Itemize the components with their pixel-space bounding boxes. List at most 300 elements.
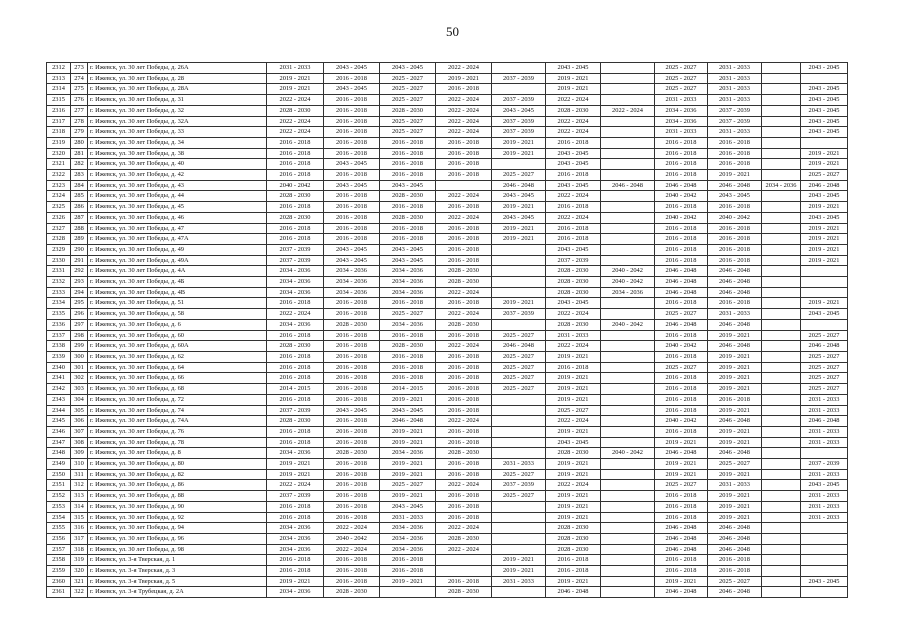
cell-period-4: 2022 - 2024 [436,127,492,138]
cell-period-4: 2022 - 2024 [436,480,492,491]
cell-address: г. Ижевск, ул. 30 лет Победы, д. 32 [88,105,267,116]
cell-period-3: 2028 - 2030 [380,191,436,202]
cell-period-2: 2016 - 2018 [324,105,380,116]
cell-period-6: 2016 - 2018 [546,202,601,213]
cell-period-10 [762,469,801,480]
cell-period-7: 2040 - 2042 [601,319,655,330]
cell-period-6: 2043 - 2045 [546,180,601,191]
table-row [47,501,848,512]
cell-period-9: 2046 - 2048 [708,416,762,427]
cell-item-number: 295 [71,298,88,309]
cell-period-1: 2028 - 2030 [267,341,324,352]
cell-address: г. Ижевск, ул. 3-я Тверская, д. 5 [88,576,267,587]
cell-item-number: 277 [71,105,88,116]
cell-period-9: 2019 - 2021 [708,501,762,512]
cell-period-11: 2043 - 2045 [801,127,848,138]
cell-period-3: 2025 - 2027 [380,73,436,84]
cell-item-number: 319 [71,555,88,566]
cell-row-number: 2313 [47,73,71,84]
cell-period-2: 2016 - 2018 [324,576,380,587]
cell-period-6: 2028 - 2030 [546,448,601,459]
cell-row-number: 2318 [47,127,71,138]
cell-period-11: 2043 - 2045 [801,95,848,106]
cell-period-7 [601,309,655,320]
cell-address: г. Ижевск, ул. 30 лет Победы, д. 90 [88,501,267,512]
cell-item-number: 275 [71,84,88,95]
cell-address: г. Ижевск, ул. 30 лет Победы, д. 40 [88,159,267,170]
cell-period-6: 2022 - 2024 [546,416,601,427]
cell-period-2: 2028 - 2030 [324,448,380,459]
table-row [47,394,848,405]
cell-item-number: 298 [71,330,88,341]
cell-period-8: 2019 - 2021 [655,437,708,448]
cell-address: г. Ижевск, ул. 30 лет Победы, д. 28 [88,73,267,84]
table-row [47,351,848,362]
cell-period-5 [492,63,546,74]
cell-period-11: 2025 - 2027 [801,170,848,181]
cell-period-2: 2016 - 2018 [324,212,380,223]
cell-period-2: 2016 - 2018 [324,234,380,245]
cell-period-8: 2025 - 2027 [655,362,708,373]
cell-period-11: 2025 - 2027 [801,384,848,395]
cell-period-10 [762,384,801,395]
cell-period-10 [762,533,801,544]
cell-period-6: 2016 - 2018 [546,170,601,181]
cell-period-5: 2037 - 2039 [492,480,546,491]
cell-period-1: 2016 - 2018 [267,555,324,566]
cell-period-9: 2016 - 2018 [708,244,762,255]
cell-item-number: 299 [71,341,88,352]
cell-period-3: 2034 - 2036 [380,533,436,544]
cell-period-3: 2016 - 2018 [380,373,436,384]
cell-address: г. Ижевск, ул. 30 лет Победы, д. 88 [88,491,267,502]
cell-period-7 [601,223,655,234]
cell-period-10 [762,426,801,437]
table-row [47,491,848,502]
cell-address: г. Ижевск, ул. 30 лет Победы, д. 72 [88,394,267,405]
cell-period-2: 2016 - 2018 [324,191,380,202]
cell-period-6: 2019 - 2021 [546,576,601,587]
cell-period-7 [601,566,655,577]
cell-period-2: 2043 - 2045 [324,244,380,255]
cell-item-number: 286 [71,202,88,213]
cell-period-11: 2043 - 2045 [801,576,848,587]
cell-period-6: 2043 - 2045 [546,148,601,159]
cell-period-1: 2034 - 2036 [267,266,324,277]
cell-period-6: 2019 - 2021 [546,459,601,470]
cell-period-8: 2019 - 2021 [655,469,708,480]
cell-period-6: 2028 - 2030 [546,266,601,277]
cell-period-7 [601,137,655,148]
cell-period-1: 2016 - 2018 [267,148,324,159]
cell-item-number: 304 [71,394,88,405]
table-row [47,191,848,202]
cell-period-4: 2022 - 2024 [436,105,492,116]
cell-period-10 [762,512,801,523]
cell-row-number: 2331 [47,266,71,277]
cell-period-3: 2034 - 2036 [380,544,436,555]
table-row [47,373,848,384]
cell-period-4: 2016 - 2018 [436,330,492,341]
cell-period-3: 2019 - 2021 [380,491,436,502]
cell-period-4: 2022 - 2024 [436,341,492,352]
repair-schedule-table [46,62,848,598]
cell-period-8: 2046 - 2048 [655,287,708,298]
cell-period-1: 2016 - 2018 [267,394,324,405]
cell-period-8: 2046 - 2048 [655,587,708,598]
cell-period-5: 2046 - 2048 [492,341,546,352]
cell-period-10 [762,459,801,470]
cell-period-11 [801,287,848,298]
cell-period-1: 2019 - 2021 [267,469,324,480]
cell-period-8: 2040 - 2042 [655,191,708,202]
cell-address: г. Ижевск, ул. 30 лет Победы, д. 74А [88,416,267,427]
cell-item-number: 312 [71,480,88,491]
cell-period-1: 2034 - 2036 [267,587,324,598]
cell-period-6: 2022 - 2024 [546,95,601,106]
cell-address: г. Ижевск, ул. 30 лет Победы, д. 32А [88,116,267,127]
cell-period-9: 2037 - 2039 [708,105,762,116]
page-number: 50 [446,24,459,39]
table-row [47,309,848,320]
cell-period-2: 2016 - 2018 [324,148,380,159]
cell-period-9: 2016 - 2018 [708,298,762,309]
table-row [47,137,848,148]
cell-period-5: 2031 - 2033 [492,459,546,470]
cell-period-8: 2016 - 2018 [655,491,708,502]
cell-period-10 [762,244,801,255]
table-row [47,95,848,106]
cell-period-7 [601,234,655,245]
cell-row-number: 2335 [47,309,71,320]
cell-period-7 [601,255,655,266]
cell-period-5: 2025 - 2027 [492,362,546,373]
cell-period-2: 2016 - 2018 [324,512,380,523]
cell-item-number: 279 [71,127,88,138]
cell-period-4: 2028 - 2030 [436,587,492,598]
table-row [47,202,848,213]
cell-period-6: 2022 - 2024 [546,191,601,202]
cell-period-7 [601,159,655,170]
cell-period-3: 2016 - 2018 [380,148,436,159]
cell-period-5 [492,416,546,427]
cell-period-9: 2040 - 2042 [708,212,762,223]
cell-period-5: 2019 - 2021 [492,566,546,577]
cell-item-number: 313 [71,491,88,502]
cell-period-4: 2016 - 2018 [436,298,492,309]
cell-period-3: 2016 - 2018 [380,234,436,245]
cell-item-number: 308 [71,437,88,448]
cell-item-number: 301 [71,362,88,373]
cell-period-9: 2046 - 2048 [708,180,762,191]
cell-row-number: 2321 [47,159,71,170]
cell-period-3: 2016 - 2018 [380,362,436,373]
table-row [47,459,848,470]
cell-period-2: 2016 - 2018 [324,137,380,148]
cell-period-4: 2028 - 2030 [436,533,492,544]
cell-period-9: 2046 - 2048 [708,587,762,598]
cell-address: г. Ижевск, ул. 30 лет Победы, д. 60 [88,330,267,341]
cell-period-8: 2040 - 2042 [655,416,708,427]
cell-period-7 [601,405,655,416]
cell-address: г. Ижевск, ул. 30 лет Победы, д. 74 [88,405,267,416]
cell-period-4: 2022 - 2024 [436,95,492,106]
cell-period-6: 2019 - 2021 [546,373,601,384]
cell-period-2: 2034 - 2036 [324,277,380,288]
cell-period-3: 2025 - 2027 [380,95,436,106]
cell-address: г. Ижевск, ул. 30 лет Победы, д. 64 [88,362,267,373]
cell-period-9: 2025 - 2027 [708,459,762,470]
cell-period-1: 2028 - 2030 [267,105,324,116]
cell-period-9: 2016 - 2018 [708,555,762,566]
table-row [47,341,848,352]
cell-row-number: 2351 [47,480,71,491]
cell-period-6: 2019 - 2021 [546,469,601,480]
cell-period-9: 2019 - 2021 [708,512,762,523]
cell-period-5 [492,501,546,512]
cell-row-number: 2343 [47,394,71,405]
cell-period-6: 2022 - 2024 [546,341,601,352]
cell-period-10 [762,362,801,373]
table-row [47,287,848,298]
cell-period-7 [601,523,655,534]
cell-period-8: 2016 - 2018 [655,234,708,245]
cell-period-3: 2019 - 2021 [380,437,436,448]
cell-item-number: 316 [71,523,88,534]
cell-period-1: 2019 - 2021 [267,459,324,470]
cell-period-5: 2043 - 2045 [492,105,546,116]
cell-period-7 [601,63,655,74]
cell-period-4 [436,555,492,566]
cell-period-4: 2016 - 2018 [436,244,492,255]
cell-period-11 [801,137,848,148]
cell-period-3: 2034 - 2036 [380,287,436,298]
cell-period-6: 2019 - 2021 [546,491,601,502]
cell-period-1: 2034 - 2036 [267,287,324,298]
cell-period-3: 2043 - 2045 [380,244,436,255]
table-row [47,448,848,459]
table-row [47,244,848,255]
cell-period-2: 2016 - 2018 [324,426,380,437]
cell-period-3: 2016 - 2018 [380,566,436,577]
cell-period-1: 2031 - 2033 [267,63,324,74]
cell-period-10 [762,416,801,427]
cell-item-number: 317 [71,533,88,544]
cell-row-number: 2341 [47,373,71,384]
cell-period-10 [762,191,801,202]
cell-period-6: 2016 - 2018 [546,362,601,373]
cell-item-number: 322 [71,587,88,598]
cell-period-2: 2016 - 2018 [324,362,380,373]
table-row [47,180,848,191]
cell-item-number: 307 [71,426,88,437]
cell-period-7 [601,544,655,555]
cell-period-7 [601,555,655,566]
cell-period-4: 2016 - 2018 [436,437,492,448]
cell-period-5 [492,266,546,277]
cell-period-8: 2046 - 2048 [655,523,708,534]
cell-period-10 [762,491,801,502]
cell-period-1: 2022 - 2024 [267,309,324,320]
cell-period-3: 2016 - 2018 [380,159,436,170]
cell-period-5 [492,159,546,170]
cell-period-5: 2019 - 2021 [492,137,546,148]
cell-period-11 [801,319,848,330]
cell-row-number: 2338 [47,341,71,352]
cell-period-8: 2016 - 2018 [655,426,708,437]
cell-period-2: 2016 - 2018 [324,298,380,309]
cell-period-9: 2019 - 2021 [708,491,762,502]
cell-address: г. Ижевск, ул. 3-я Тверская, д. 3 [88,566,267,577]
cell-address: г. Ижевск, ул. 30 лет Победы, д. 82 [88,469,267,480]
cell-period-7: 2034 - 2036 [601,287,655,298]
cell-period-8: 2046 - 2048 [655,544,708,555]
cell-period-11: 2025 - 2027 [801,362,848,373]
cell-period-9: 2016 - 2018 [708,137,762,148]
table-row [47,480,848,491]
cell-period-10 [762,63,801,74]
cell-row-number: 2345 [47,416,71,427]
cell-period-10 [762,287,801,298]
cell-period-5 [492,84,546,95]
cell-period-4: 2028 - 2030 [436,266,492,277]
cell-period-7 [601,373,655,384]
cell-period-9: 2019 - 2021 [708,373,762,384]
cell-period-1: 2016 - 2018 [267,202,324,213]
cell-period-10 [762,405,801,416]
cell-address: г. Ижевск, ул. 30 лет Победы, д. 47 [88,223,267,234]
cell-period-4: 2016 - 2018 [436,223,492,234]
cell-period-10 [762,576,801,587]
table-row [47,384,848,395]
cell-period-6: 2043 - 2045 [546,159,601,170]
cell-period-9: 2019 - 2021 [708,405,762,416]
table-row [47,523,848,534]
cell-period-3: 2016 - 2018 [380,298,436,309]
cell-address: г. Ижевск, ул. 3-я Тверская, д. 1 [88,555,267,566]
cell-period-4: 2028 - 2030 [436,319,492,330]
cell-row-number: 2315 [47,95,71,106]
cell-period-9: 2046 - 2048 [708,448,762,459]
cell-period-6: 2019 - 2021 [546,84,601,95]
cell-period-7 [601,244,655,255]
cell-item-number: 292 [71,266,88,277]
cell-period-2: 2016 - 2018 [324,555,380,566]
cell-period-2: 2016 - 2018 [324,116,380,127]
cell-period-9: 2046 - 2048 [708,533,762,544]
cell-period-5 [492,533,546,544]
cell-period-3: 2028 - 2030 [380,341,436,352]
cell-row-number: 2332 [47,277,71,288]
cell-address: г. Ижевск, ул. 30 лет Победы, д. 38 [88,148,267,159]
cell-period-11: 2031 - 2033 [801,426,848,437]
cell-period-1: 2022 - 2024 [267,116,324,127]
cell-period-11: 2046 - 2048 [801,341,848,352]
cell-period-3: 2046 - 2048 [380,416,436,427]
cell-period-1: 2034 - 2036 [267,523,324,534]
cell-period-10 [762,587,801,598]
cell-address: г. Ижевск, ул. 30 лет Победы, д. 68 [88,384,267,395]
cell-row-number: 2348 [47,448,71,459]
cell-item-number: 288 [71,223,88,234]
cell-period-2: 2043 - 2045 [324,180,380,191]
cell-period-8: 2025 - 2027 [655,309,708,320]
cell-period-8: 2046 - 2048 [655,277,708,288]
cell-period-4: 2016 - 2018 [436,384,492,395]
cell-period-2: 2016 - 2018 [324,480,380,491]
cell-period-9: 2019 - 2021 [708,351,762,362]
cell-period-9: 2016 - 2018 [708,394,762,405]
cell-period-2: 2016 - 2018 [324,566,380,577]
cell-period-5 [492,448,546,459]
cell-period-9: 2016 - 2018 [708,234,762,245]
cell-period-8: 2016 - 2018 [655,148,708,159]
cell-row-number: 2346 [47,426,71,437]
cell-period-8: 2016 - 2018 [655,202,708,213]
cell-period-5 [492,405,546,416]
cell-period-6: 2037 - 2039 [546,255,601,266]
cell-period-11 [801,555,848,566]
cell-period-3: 2034 - 2036 [380,448,436,459]
cell-period-10 [762,159,801,170]
cell-period-5 [492,394,546,405]
cell-period-1: 2019 - 2021 [267,73,324,84]
cell-period-11 [801,523,848,534]
cell-row-number: 2333 [47,287,71,298]
cell-row-number: 2356 [47,533,71,544]
cell-address: г. Ижевск, ул. 3-я Трубецкая, д. 2А [88,587,267,598]
cell-period-3: 2034 - 2036 [380,277,436,288]
cell-period-6: 2043 - 2045 [546,437,601,448]
cell-period-9: 2046 - 2048 [708,544,762,555]
cell-address: г. Ижевск, ул. 30 лет Победы, д. 92 [88,512,267,523]
cell-period-4: 2019 - 2021 [436,73,492,84]
table-row [47,566,848,577]
cell-period-5: 2037 - 2039 [492,309,546,320]
cell-period-6: 2028 - 2030 [546,544,601,555]
cell-period-8: 2016 - 2018 [655,159,708,170]
cell-period-4: 2016 - 2018 [436,137,492,148]
cell-period-4: 2016 - 2018 [436,234,492,245]
cell-period-5: 2037 - 2039 [492,73,546,84]
table-row [47,266,848,277]
cell-row-number: 2336 [47,319,71,330]
cell-period-7 [601,587,655,598]
cell-period-9: 2019 - 2021 [708,426,762,437]
cell-period-8: 2019 - 2021 [655,459,708,470]
cell-period-5: 2031 - 2033 [492,576,546,587]
cell-period-11: 2043 - 2045 [801,116,848,127]
cell-period-8: 2025 - 2027 [655,73,708,84]
cell-item-number: 302 [71,373,88,384]
cell-address: г. Ижевск, ул. 30 лет Победы, д. 31 [88,95,267,106]
cell-period-10 [762,437,801,448]
cell-item-number: 287 [71,212,88,223]
cell-address: г. Ижевск, ул. 30 лет Победы, д. 33 [88,127,267,138]
cell-period-7: 2040 - 2042 [601,448,655,459]
cell-address: г. Ижевск, ул. 30 лет Победы, д. 49 [88,244,267,255]
cell-period-10 [762,95,801,106]
cell-period-6: 2028 - 2030 [546,105,601,116]
cell-period-9: 2016 - 2018 [708,223,762,234]
cell-period-10 [762,555,801,566]
table-row [47,170,848,181]
cell-period-8: 2016 - 2018 [655,405,708,416]
table-row [47,330,848,341]
cell-period-8: 2016 - 2018 [655,384,708,395]
cell-period-8: 2025 - 2027 [655,84,708,95]
cell-period-2: 2016 - 2018 [324,341,380,352]
